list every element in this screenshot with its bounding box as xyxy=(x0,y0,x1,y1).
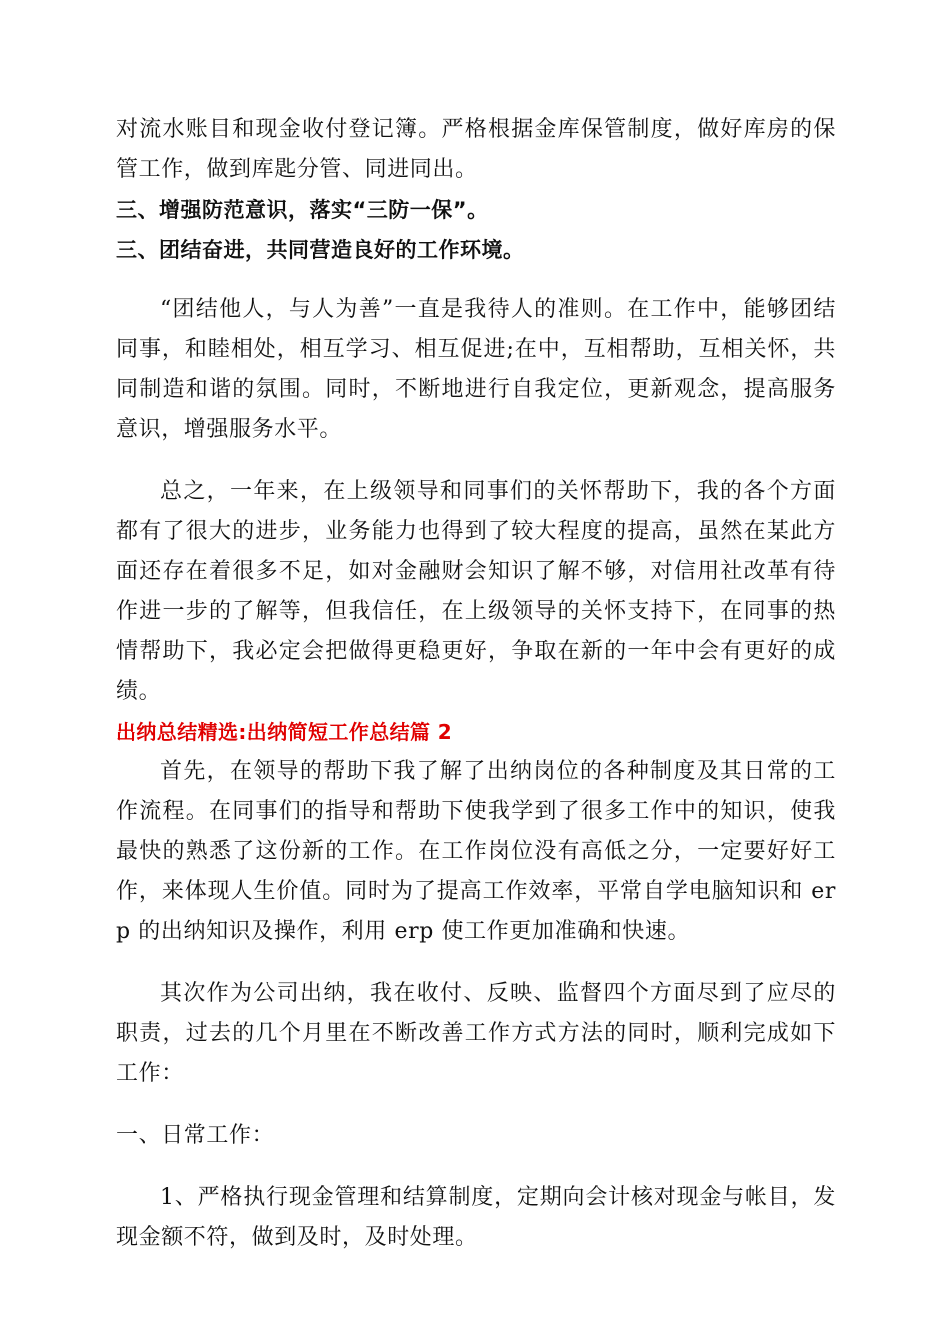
paragraph-unity: “团结他人，与人为善”一直是我待人的准则。在工作中，能够团结同事，和睦相处，相互学习、相互促进;在中，互相帮助，互相关怀，共同制造和谐的氛围。同时，不断地进行自我定位，更新观念，提高服务意识，增强服务水平。 xyxy=(116,297,836,442)
document-body xyxy=(116,110,836,1258)
section-title: 出纳总结精选:出纳简短工作总结篇 2 xyxy=(116,720,453,744)
daily-work-heading: 一、日常工作： xyxy=(116,1123,275,1148)
paragraph-summary: 总之，一年来，在上级领导和同事们的关怀帮助下，我的各个方面都有了很大的进步，业务能力也得到了较大程度的提高，虽然在某此方面还存在着很多不足，如对金融财会知识了解不够，对信用社改革有待作进一步的了解等，但我信任，在上级领导的关怀支持下，在同事的热情帮助下，我必定会把做得更稳更好，争取在新的一年中会有更好的成绩。 xyxy=(116,479,836,704)
paragraph-first: 首先，在领导的帮助下我了解了出纳岗位的各种制度及其日常的工作流程。在同事们的指导和帮助下使我学到了很多工作中的知识，使我最快的熟悉了这份新的工作。在工作岗位没有高低之分，一定要好好工作，来体现人生价值。同时为了提高工作效率，平常自学电脑知识和 erp 的出纳知识及操作，利用 erp 使工作更加准确和快速。 xyxy=(116,759,836,944)
paragraph-vault-management: 对流水账目和现金收付登记簿。严格根据金库保管制度，做好库房的保管工作，做到库匙分管、同进同出。 xyxy=(116,117,836,182)
paragraph-second: 其次作为公司出纳，我在收付、反映、监督四个方面尽到了应尽的职责，过去的几个月里在不断改善工作方式方法的同时，顺利完成如下工作： xyxy=(116,981,836,1086)
list-item-1: 1、严格执行现金管理和结算制度，定期向会计核对现金与帐目，发现金额不符，做到及时，及时处理。 xyxy=(116,1185,836,1250)
heading-security-awareness: 三、增强防范意识，落实“三防一保”。 xyxy=(116,198,489,222)
heading-teamwork: 三、团结奋进，共同营造良好的工作环境。 xyxy=(116,238,525,262)
